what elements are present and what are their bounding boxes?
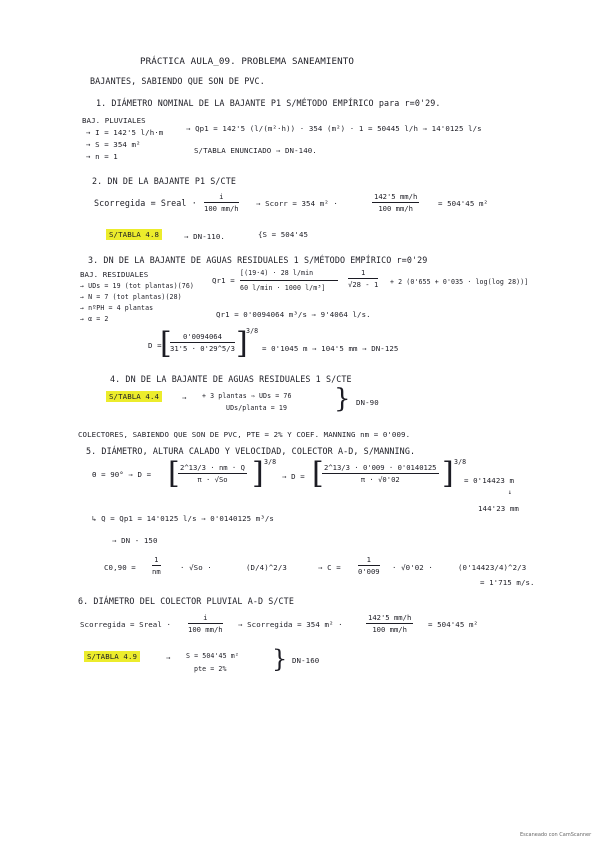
s3-d-num: 0'0094064 [170, 332, 235, 343]
s5-fraction-1 [178, 463, 247, 484]
s6-table-ref [84, 652, 140, 661]
s3-data-2: → N = 7 (tot plantas)(28) [80, 293, 182, 301]
s6-result: = 504'45 m² [428, 620, 479, 629]
s3-q-b-den: √28 - 1 [348, 280, 379, 289]
s4-line-1: + 3 plantas ⇒ UDs = 76 [202, 392, 292, 400]
s3-d-den: 31'5 · 0'29^5/3 [170, 344, 235, 353]
s1-data-3: → n = 1 [86, 152, 118, 161]
s3-d-result: = 0'1045 m ⇒ 104'5 mm ⇒ DN-125 [262, 344, 399, 353]
s5-c-fraction-3 [358, 555, 380, 576]
s5-c-result: = 1'715 m/s. [480, 578, 535, 587]
section-4-heading: 4. DN DE LA BAJANTE DE AGUAS RESIDUALES 1 S/CTE [110, 374, 352, 384]
s3-q-b-num: 1 [348, 268, 378, 279]
s5-c-f3-num: 1 [358, 555, 380, 566]
s5-c-fraction-1 [152, 555, 161, 576]
s1-equation: ⇒ Qp1 = 142'5 (l/(m²·h)) · 354 (m²) · 1 = 50445 l/h ⇒ 14'0125 l/s [186, 124, 482, 133]
s5-bracket-2-left: [ [312, 456, 324, 491]
scanner-watermark: Escaneado con CamScanner [520, 832, 592, 838]
s5-c-f1-den: nm [152, 567, 161, 576]
s6-dn: DN-160 [292, 656, 320, 665]
s2-lhs: Scorregida = Sreal · [94, 198, 197, 208]
s5-bracket-1-right: ] [252, 456, 264, 491]
s1-table-result: S/TABLA ENUNCIADO ⇒ DN-140. [194, 146, 317, 155]
s2-table-ref [106, 230, 162, 239]
s5-down-arrow: ↓ [508, 488, 513, 496]
s5-result-mm: 144'23 mm [478, 504, 519, 513]
s5-f2-den: π · √0'02 [360, 475, 400, 484]
s5-q-line: ↳ Q = Qp1 = 14'0125 l/s ⇒ 0'0140125 m³/s [92, 514, 274, 523]
s6-f1-den: 100 mm/h [188, 625, 223, 634]
s5-bracket-2-right: ] [442, 456, 454, 491]
s6-mid: ⇒ Scorregida = 354 m² · [238, 620, 343, 629]
s3-d-bracket-left: [ [160, 326, 172, 361]
section-1-heading: 1. DIÁMETRO NOMINAL DE LA BAJANTE P1 S/MÉTODO EMPÍRICO para r=0'29. [96, 98, 441, 108]
s3-q-lhs: Qr1 = [212, 276, 235, 285]
s6-table-highlight: S/TABLA 4.9 [84, 651, 140, 662]
s5-exp-1: 3/8 [264, 458, 277, 466]
s5-c-f3-den: 0'009 [358, 567, 380, 576]
s2-result: = 504'45 m² [438, 199, 489, 208]
s6-f2-num: 142'5 mm/h [368, 613, 412, 622]
s6-f1-num: i [188, 613, 223, 624]
s2-mid: ⇒ Scorr = 354 m² · [256, 199, 338, 208]
s6-fraction-2 [366, 613, 413, 634]
s4-brace: } [334, 384, 351, 414]
s2-f1-num: i [204, 192, 239, 203]
s6-line-2: pte = 2% [194, 665, 227, 673]
s5-c-f2: (D/4)^2/3 [246, 563, 287, 572]
s2-fraction-2 [372, 192, 419, 213]
s5-f2-num: 2^13/3 · 0'009 · 0'0140125 [324, 463, 437, 472]
s4-table-ref [106, 392, 162, 401]
s5-c-root: · √So · [180, 563, 212, 572]
s3-d-exp: 3/8 [246, 327, 259, 335]
s4-dn: DN-90 [356, 398, 379, 407]
s3-data-4: → α = 2 [80, 315, 109, 323]
section-3-heading: 3. DN DE LA BAJANTE DE AGUAS RESIDUALES 1 S/MÉTODO EMPÍRICO r=0'29 [88, 255, 428, 265]
section-6-heading: 6. DIÁMETRO DEL COLECTOR PLUVIAL A-D S/CTE [78, 596, 294, 606]
s2-f2-den: 100 mm/h [378, 204, 413, 213]
s3-q-a: [(19·4) · 28 l/min [240, 269, 314, 277]
s4-line-2: UDs/planta = 19 [226, 404, 288, 412]
section-5-heading: 5. DIÁMETRO, ALTURA CALADO Y VELOCIDAD, COLECTOR A-D, S/MANNING. [86, 446, 416, 456]
s5-c-root-2: · √0'02 · [392, 563, 433, 572]
s3-d-lhs: D = [148, 341, 162, 350]
s4-arrow: ⇒ [182, 393, 187, 402]
s2-table-highlight: S/TABLA 4.8 [106, 229, 162, 240]
s5-exp-2: 3/8 [454, 458, 467, 466]
s5-c-f4: (0'14423/4)^2/3 [458, 563, 527, 572]
page-title: PRÁCTICA AULA_09. PROBLEMA SANEAMIENTO [140, 56, 354, 67]
s5-c-mid: ⇒ C = [318, 563, 341, 572]
s3-d-bracket-right: ] [236, 326, 248, 361]
s5-c-lhs: C0,90 = [104, 563, 136, 572]
s3-q-a2: 60 l/min · 1000 l/m³] [240, 284, 326, 292]
s3-q-fraction-b [348, 268, 378, 289]
s4-table-highlight: S/TABLA 4.4 [106, 391, 162, 402]
s1-data-1: → I = 142'5 l/h·m [86, 128, 164, 137]
s6-fraction-1 [188, 613, 223, 634]
s5-bracket-1-left: [ [168, 456, 180, 491]
s6-line-1: S = 504'45 m² [186, 652, 239, 660]
s2-fraction-1 [204, 192, 239, 213]
s5-mid: ⇒ D = [282, 472, 305, 481]
s6-brace: } [272, 645, 288, 673]
s3-q-fraction-bar [240, 280, 338, 281]
s3-qr-result: Qr1 = 0'0094064 m³/s ⇒ 9'4064 l/s. [216, 310, 371, 319]
s2-f1-den: 100 mm/h [204, 204, 239, 213]
s6-arrow: ⇒ [166, 653, 171, 662]
s2-note: {S = 504'45 [258, 230, 309, 239]
s5-f1-num: 2^13/3 · nm · Q [180, 463, 245, 472]
s5-f1-den: π · √So [197, 475, 228, 484]
s2-dn: ⇒ DN-110. [184, 232, 225, 241]
s5-c-f1-num: 1 [152, 555, 161, 566]
s2-f2-num: 142'5 mm/h [374, 192, 418, 201]
s5-fraction-2 [322, 463, 439, 484]
section-2-heading: 2. DN DE LA BAJANTE P1 S/CTE [92, 176, 236, 186]
s6-lhs: Scorregida = Sreal · [80, 620, 171, 629]
s1-data-2: → S = 354 m² [86, 140, 141, 149]
s5-theta: Θ = 90° ⇒ D = [92, 470, 152, 479]
s3-data-3: → nºPH = 4 plantas [80, 304, 154, 312]
s3-q-c: + 2 (0'655 + 0'035 · log(log 28))] [390, 278, 529, 286]
intro-text: BAJANTES, SABIENDO QUE SON DE PVC. [90, 76, 265, 86]
s5-dn: ⇒ DN - 150 [112, 536, 158, 545]
collectors-text: COLECTORES, SABIENDO QUE SON DE PVC, PTE = 2% Y COEF. MANNING nm = 0'009. [78, 430, 411, 439]
s3-d-fraction [170, 332, 235, 353]
s1-data-title: BAJ. PLUVIALES [82, 116, 146, 125]
s3-data-1: → UDs = 19 (tot plantas)(76) [80, 282, 194, 290]
s3-data-title: BAJ. RESIDUALES [80, 270, 149, 279]
s5-result: = 0'14423 m [464, 476, 515, 485]
s6-f2-den: 100 mm/h [372, 625, 407, 634]
